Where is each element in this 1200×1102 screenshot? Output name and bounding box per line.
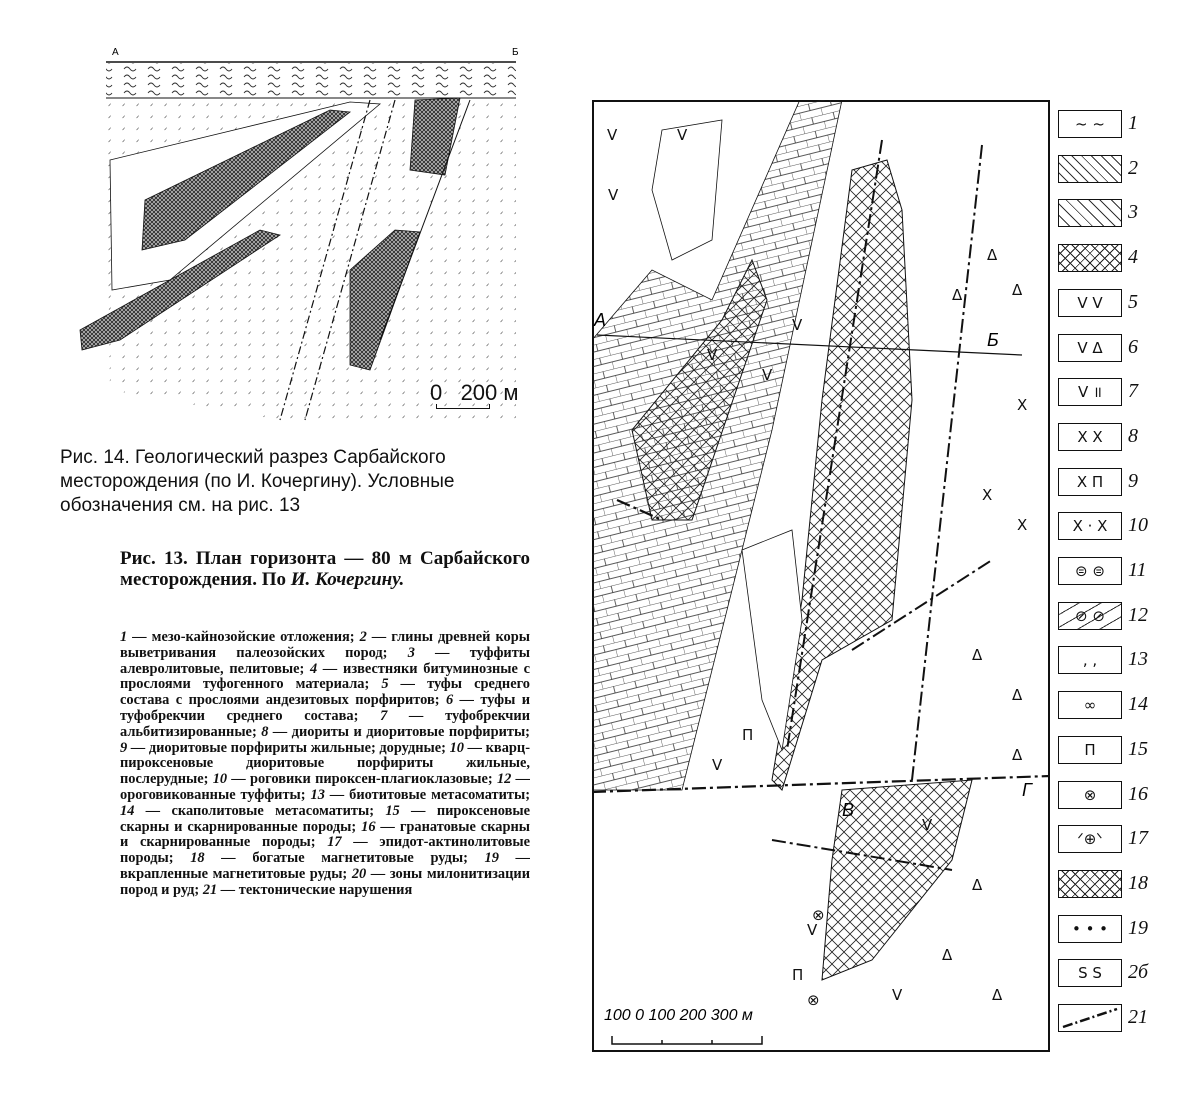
legend-text-num: 15 — bbox=[385, 802, 437, 819]
legend-text-num: 5 — bbox=[381, 676, 428, 693]
legend-row bbox=[1058, 781, 1188, 811]
svg-text:⊗: ⊗ bbox=[812, 906, 825, 924]
legend-row bbox=[1058, 423, 1188, 453]
legend-text-item: мезо-кайнозойские отложения; bbox=[151, 629, 360, 645]
legend-row bbox=[1058, 289, 1188, 319]
legend-row bbox=[1058, 1004, 1188, 1034]
legend-text-num: 10 — bbox=[212, 771, 250, 788]
svg-text:Δ: Δ bbox=[952, 286, 963, 304]
legend-text-item: ороговикованные туффиты; bbox=[120, 786, 311, 803]
legend-number: 7 bbox=[1128, 380, 1138, 403]
legend-number: 2 bbox=[1128, 156, 1138, 179]
legend-swatch: ⊗ bbox=[1058, 781, 1122, 809]
legend-number: 14 bbox=[1128, 693, 1148, 716]
legend-swatch: П bbox=[1058, 736, 1122, 764]
legend-number: 6 bbox=[1128, 335, 1138, 358]
cenozoic-cover bbox=[106, 63, 516, 98]
legend-number: 15 bbox=[1128, 737, 1148, 760]
legend-text-item: диоритовые порфириты жильные; дорудные; bbox=[148, 739, 450, 756]
legend-number: 4 bbox=[1128, 246, 1138, 269]
map-label-b: Б bbox=[987, 330, 999, 350]
svg-text:Δ: Δ bbox=[972, 876, 983, 894]
svg-text:П: П bbox=[792, 966, 804, 984]
legend-text-item: тектонические нарушения bbox=[238, 881, 413, 898]
legend-text-item: роговики пироксен-плагиоклазовые; bbox=[249, 771, 497, 788]
legend-number: 8 bbox=[1128, 424, 1138, 447]
map-label-a: А bbox=[594, 310, 607, 330]
section-label-b: Б bbox=[512, 47, 519, 58]
legend-text-item: гранатовые скарны и скарнированные породы; bbox=[120, 818, 530, 851]
legend-text-item: глины древней коры выветривания палеозойских пород; bbox=[120, 629, 530, 661]
legend-swatch: X · X bbox=[1058, 512, 1122, 540]
legend-row bbox=[1058, 199, 1188, 229]
legend-row bbox=[1058, 870, 1188, 900]
legend-swatch bbox=[1058, 870, 1122, 898]
legend-swatch: • • • bbox=[1058, 915, 1122, 943]
svg-text:V: V bbox=[712, 756, 723, 774]
legend-text-num: 12 — bbox=[496, 771, 531, 788]
legend-text-num: 2 — bbox=[359, 629, 392, 645]
legend-swatch: V ॥ bbox=[1058, 378, 1122, 406]
legend-row bbox=[1058, 691, 1188, 721]
plan-caption-author: И. Кочергину. bbox=[290, 569, 405, 590]
legend-text-item: эпидот-актинолитовые породы; bbox=[120, 834, 530, 867]
legend-text-item: туфы среднего состава с прослоями андезитовых порфиритов; bbox=[120, 676, 530, 709]
map-label-g: Г bbox=[1022, 780, 1032, 800]
legend-text-item: скаполитовые метасоматиты; bbox=[171, 802, 386, 819]
section-scale bbox=[430, 380, 519, 406]
svg-text:Δ: Δ bbox=[942, 946, 953, 964]
legend-number: 3 bbox=[1128, 201, 1138, 224]
legend-text-num: 10 — bbox=[449, 739, 486, 756]
legend-text-item: туфы и туфобрекчии среднего состава; bbox=[120, 692, 530, 724]
section-scale-bar bbox=[436, 404, 490, 409]
legend-swatch: S S bbox=[1058, 959, 1122, 987]
legend-swatch: ⊘ ⊘ bbox=[1058, 602, 1122, 630]
legend-number: 13 bbox=[1128, 648, 1148, 671]
svg-text:П: П bbox=[742, 726, 754, 744]
legend-swatch: ∞ bbox=[1058, 691, 1122, 719]
plan-map bbox=[592, 100, 1050, 1052]
section-label-a: А bbox=[112, 47, 119, 58]
svg-text:X: X bbox=[1017, 516, 1028, 534]
legend-text-num: 13 — bbox=[310, 786, 350, 803]
map-label-v: В bbox=[842, 800, 855, 820]
legend-swatch bbox=[1058, 244, 1122, 272]
plan-scale-label: 100 0 100 200 300 м bbox=[604, 1007, 753, 1024]
legend-text-item: зоны милонитизации пород и руд; bbox=[120, 865, 530, 898]
legend-row bbox=[1058, 825, 1188, 855]
legend-swatch: X П bbox=[1058, 468, 1122, 496]
legend-swatch bbox=[1058, 155, 1122, 183]
svg-text:V: V bbox=[677, 126, 688, 144]
svg-text:V: V bbox=[922, 816, 933, 834]
legend-row bbox=[1058, 155, 1188, 185]
legend-text-item: туффиты алевролитовые, пелитовые; bbox=[120, 644, 531, 677]
svg-text:X: X bbox=[1017, 396, 1028, 414]
plan-caption-title bbox=[120, 548, 530, 590]
svg-text:V: V bbox=[607, 126, 618, 144]
legend-text-item: биотитовые метасоматиты; bbox=[349, 786, 531, 803]
section-caption: Рис. 14. Геологический разрез Сарбайского месторождения (по И. Кочергину). Условные обозначения см. на рис. 13 bbox=[60, 447, 455, 516]
legend-number: 9 bbox=[1128, 469, 1138, 492]
svg-text:X: X bbox=[982, 486, 993, 504]
legend-swatch: ~ ~ bbox=[1058, 110, 1122, 138]
legend-number: 12 bbox=[1128, 603, 1148, 626]
legend-number: 11 bbox=[1128, 559, 1147, 581]
legend-swatch: V V bbox=[1058, 289, 1122, 317]
legend-text-num: 20 — bbox=[351, 865, 390, 882]
legend-number: 19 bbox=[1128, 916, 1148, 939]
legend-text-num: 16 — bbox=[361, 818, 400, 835]
legend-row bbox=[1058, 334, 1188, 364]
legend-row bbox=[1058, 244, 1188, 274]
legend-row bbox=[1058, 915, 1188, 945]
legend-swatch: , , bbox=[1058, 646, 1122, 674]
plan-legend-symbols bbox=[1058, 110, 1188, 1060]
legend-text-item: кварц-пироксеновые диоритовые порфириты жильные, послерудные; bbox=[120, 739, 530, 788]
legend-row bbox=[1058, 378, 1188, 408]
legend-text-num: 17 — bbox=[327, 834, 380, 851]
svg-text:V: V bbox=[707, 346, 718, 364]
legend-text-num: 8 — bbox=[261, 723, 292, 740]
legend-text-num: 6 — bbox=[446, 692, 481, 709]
legend-number: 10 bbox=[1128, 514, 1148, 537]
legend-number: 5 bbox=[1128, 290, 1138, 313]
svg-text:V: V bbox=[762, 366, 773, 384]
legend-text-num: 4 — bbox=[310, 660, 344, 677]
legend-text-num: 3 — bbox=[407, 644, 470, 661]
svg-text:Δ: Δ bbox=[987, 246, 998, 264]
legend-text-item: вкрапленные магнетитовые руды; bbox=[120, 865, 352, 882]
svg-text:V: V bbox=[807, 921, 818, 939]
legend-text-num: 9 — bbox=[120, 739, 149, 756]
legend-number: 16 bbox=[1128, 782, 1148, 805]
legend-number: 17 bbox=[1128, 827, 1148, 850]
svg-text:V: V bbox=[892, 986, 903, 1004]
legend-number: 21 bbox=[1128, 1006, 1148, 1028]
legend-text-num: 21 — bbox=[202, 881, 239, 898]
legend-text-num: 7 — bbox=[380, 707, 446, 724]
plan-legend-text bbox=[120, 630, 530, 899]
section-scale-label: 0 200 м bbox=[430, 380, 519, 405]
legend-text-item: диориты и диоритовые порфириты; bbox=[291, 723, 530, 740]
legend-text-num: 18 — bbox=[190, 850, 253, 867]
legend-row bbox=[1058, 557, 1188, 587]
legend-row bbox=[1058, 646, 1188, 676]
legend-text-num: 19 — bbox=[484, 850, 530, 867]
plan-caption-main: Рис. 13. План горизонта — 80 м Сарбайского месторождения. По bbox=[120, 548, 530, 590]
legend-text-item: известняки битуминозные с прослоями туфогенного материала; bbox=[120, 660, 531, 693]
legend-number: 18 bbox=[1128, 871, 1148, 894]
svg-text:V: V bbox=[792, 316, 803, 334]
legend-swatch: ⊜ ⊜ bbox=[1058, 557, 1122, 585]
legend-row bbox=[1058, 602, 1188, 632]
svg-text:Δ: Δ bbox=[1012, 746, 1023, 764]
legend-swatch: V Δ bbox=[1058, 334, 1122, 362]
legend-text-num: 1 — bbox=[120, 629, 152, 645]
legend-row bbox=[1058, 468, 1188, 498]
legend-row bbox=[1058, 736, 1188, 766]
legend-swatch bbox=[1058, 199, 1122, 227]
legend-text-item: пироксеновые скарны и скарнированные породы; bbox=[120, 802, 531, 835]
legend-text-item: богатые магнетитовые руды; bbox=[252, 850, 485, 867]
svg-text:Δ: Δ bbox=[992, 986, 1003, 1004]
legend-row bbox=[1058, 959, 1188, 989]
legend-row bbox=[1058, 512, 1188, 542]
legend-swatch bbox=[1058, 1004, 1122, 1032]
svg-text:Δ: Δ bbox=[1012, 686, 1023, 704]
svg-text:⊗: ⊗ bbox=[807, 991, 820, 1009]
legend-number: 2б bbox=[1128, 961, 1149, 984]
legend-row bbox=[1058, 110, 1188, 140]
svg-text:Δ: Δ bbox=[972, 646, 983, 664]
legend-swatch: X X bbox=[1058, 423, 1122, 451]
svg-text:V: V bbox=[608, 186, 619, 204]
legend-swatch: ᐟ⊕ᐠ bbox=[1058, 825, 1122, 853]
legend-text-item: туфобрекчии альбитизированные; bbox=[120, 707, 531, 740]
svg-text:Δ: Δ bbox=[1012, 281, 1023, 299]
legend-text-num: 14 — bbox=[120, 802, 172, 819]
legend-number: 1 bbox=[1128, 112, 1138, 134]
